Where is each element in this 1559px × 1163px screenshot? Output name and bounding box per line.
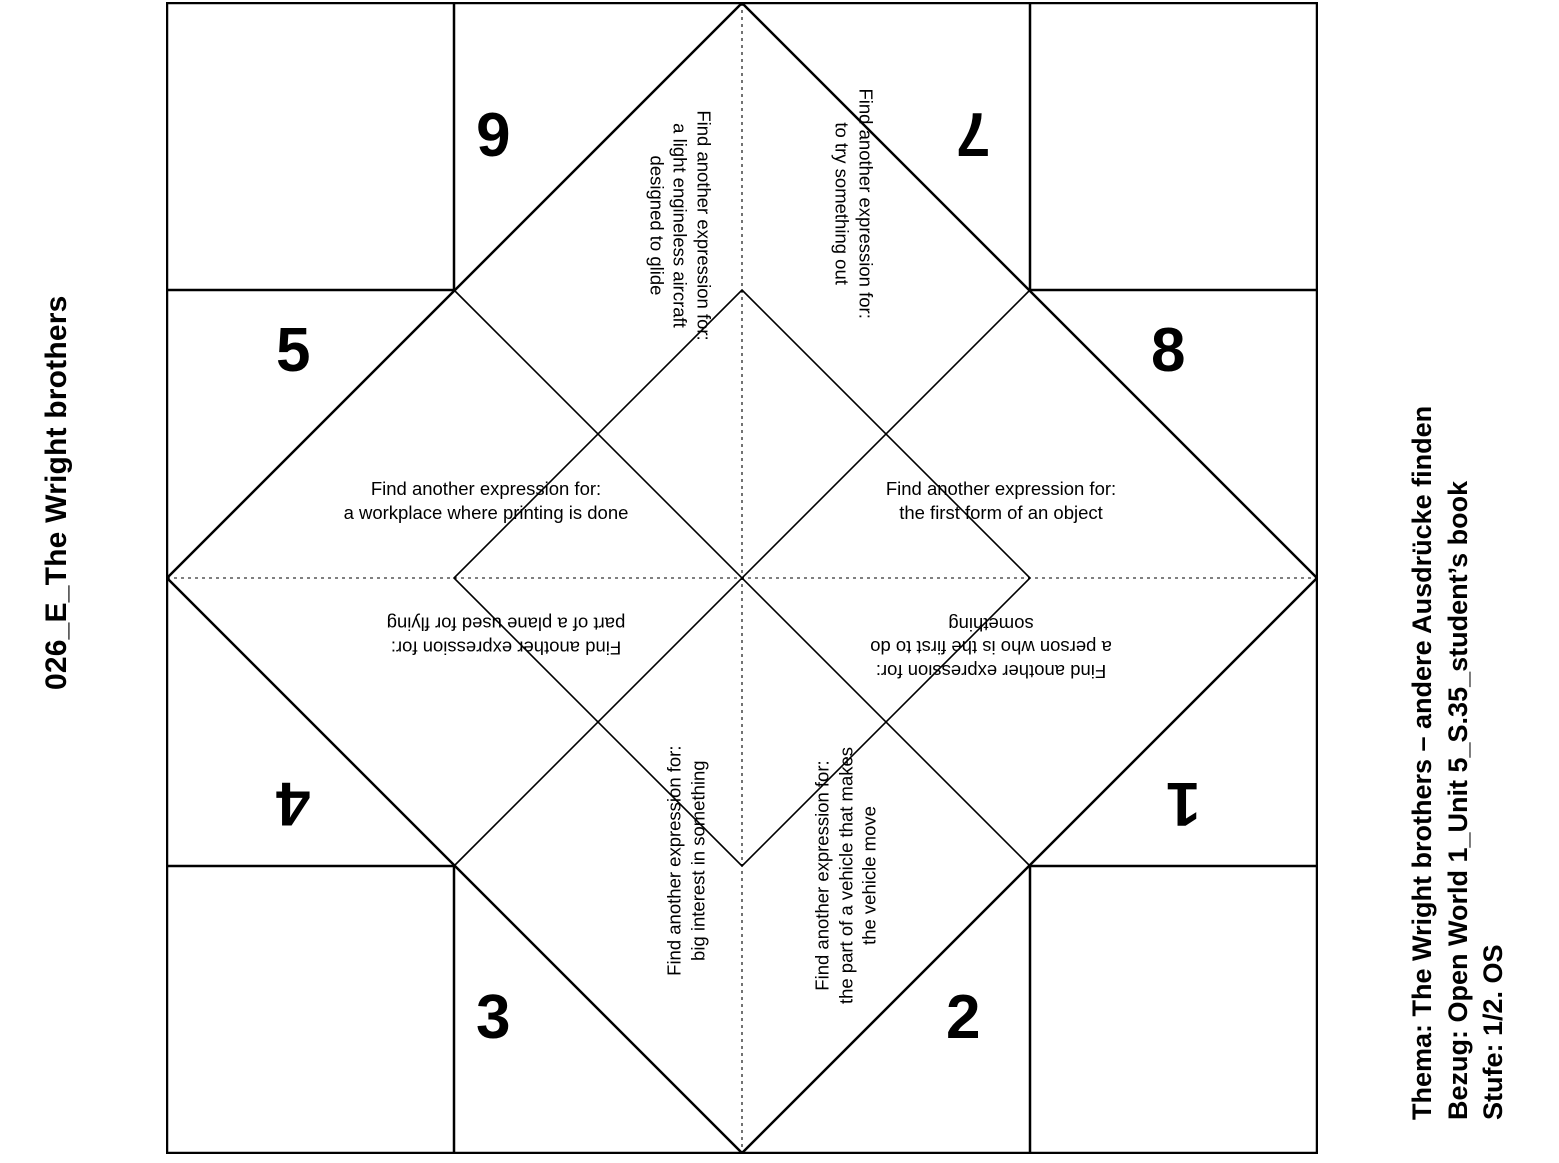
flap-number-3: 3 xyxy=(476,983,511,1052)
flap-text-bottom-left-inner xyxy=(662,721,709,1001)
flap-text-top-right-inner xyxy=(830,64,877,344)
flap-prompt: Find another expression for: xyxy=(390,637,622,659)
flap-prompt: Find another expression for: xyxy=(811,760,833,991)
flap-number-4: 4 xyxy=(276,769,311,838)
flap-prompt: Find another expression for: xyxy=(663,745,685,976)
flap-text-top-left-inner xyxy=(644,86,715,366)
flap-answer-hint: to try something out xyxy=(832,122,853,285)
flap-answer-hint: a workplace where printing is done xyxy=(343,501,629,523)
meta-stufe: Stufe: 1/2. OS xyxy=(1478,944,1509,1120)
fortune-teller-template xyxy=(166,2,1318,1154)
fortune-teller-lines xyxy=(166,2,1318,1154)
meta-thema: Thema: The Wright brothers – andere Ausdrücke finden xyxy=(1407,405,1437,1120)
document-meta xyxy=(1405,220,1512,1120)
flap-prompt: Find another expression for: xyxy=(875,661,1107,683)
flap-answer-hint: big interest in something xyxy=(687,760,708,961)
flap-answer-hint: part of a plane used for flying xyxy=(386,613,626,635)
flap-number-5: 5 xyxy=(276,316,311,385)
flap-number-6: 6 xyxy=(476,99,511,168)
flap-number-1: 1 xyxy=(1166,769,1201,838)
flap-answer-hint: a person who is the first to do something xyxy=(870,613,1112,659)
flap-number-7: 7 xyxy=(956,99,991,168)
page-title-left: 026_E_The Wright brothers xyxy=(40,295,73,690)
flap-text-left-upper xyxy=(321,477,651,524)
flap-answer-hint: the part of a vehicle that makes the vehicle move xyxy=(835,746,880,1005)
flap-prompt: Find another expression for: xyxy=(885,478,1117,499)
flap-prompt: Find another expression for: xyxy=(370,478,602,499)
flap-answer-hint: a light engineless aircraft designed to glide xyxy=(646,123,691,328)
flap-text-left-lower xyxy=(341,612,671,659)
flap-text-right-lower xyxy=(826,612,1156,683)
flap-prompt: Find another expression for: xyxy=(855,88,877,319)
flap-number-8: 8 xyxy=(1151,316,1186,385)
flap-answer-hint: the first form of an object xyxy=(899,501,1103,523)
flap-prompt: Find another expression for: xyxy=(693,110,715,341)
flap-number-2: 2 xyxy=(946,983,981,1052)
flap-text-bottom-right-inner xyxy=(810,736,881,1016)
flap-text-right-upper xyxy=(836,477,1166,524)
meta-bezug: Bezug: Open World 1_Unit 5_S.35_student’s book xyxy=(1442,480,1473,1120)
